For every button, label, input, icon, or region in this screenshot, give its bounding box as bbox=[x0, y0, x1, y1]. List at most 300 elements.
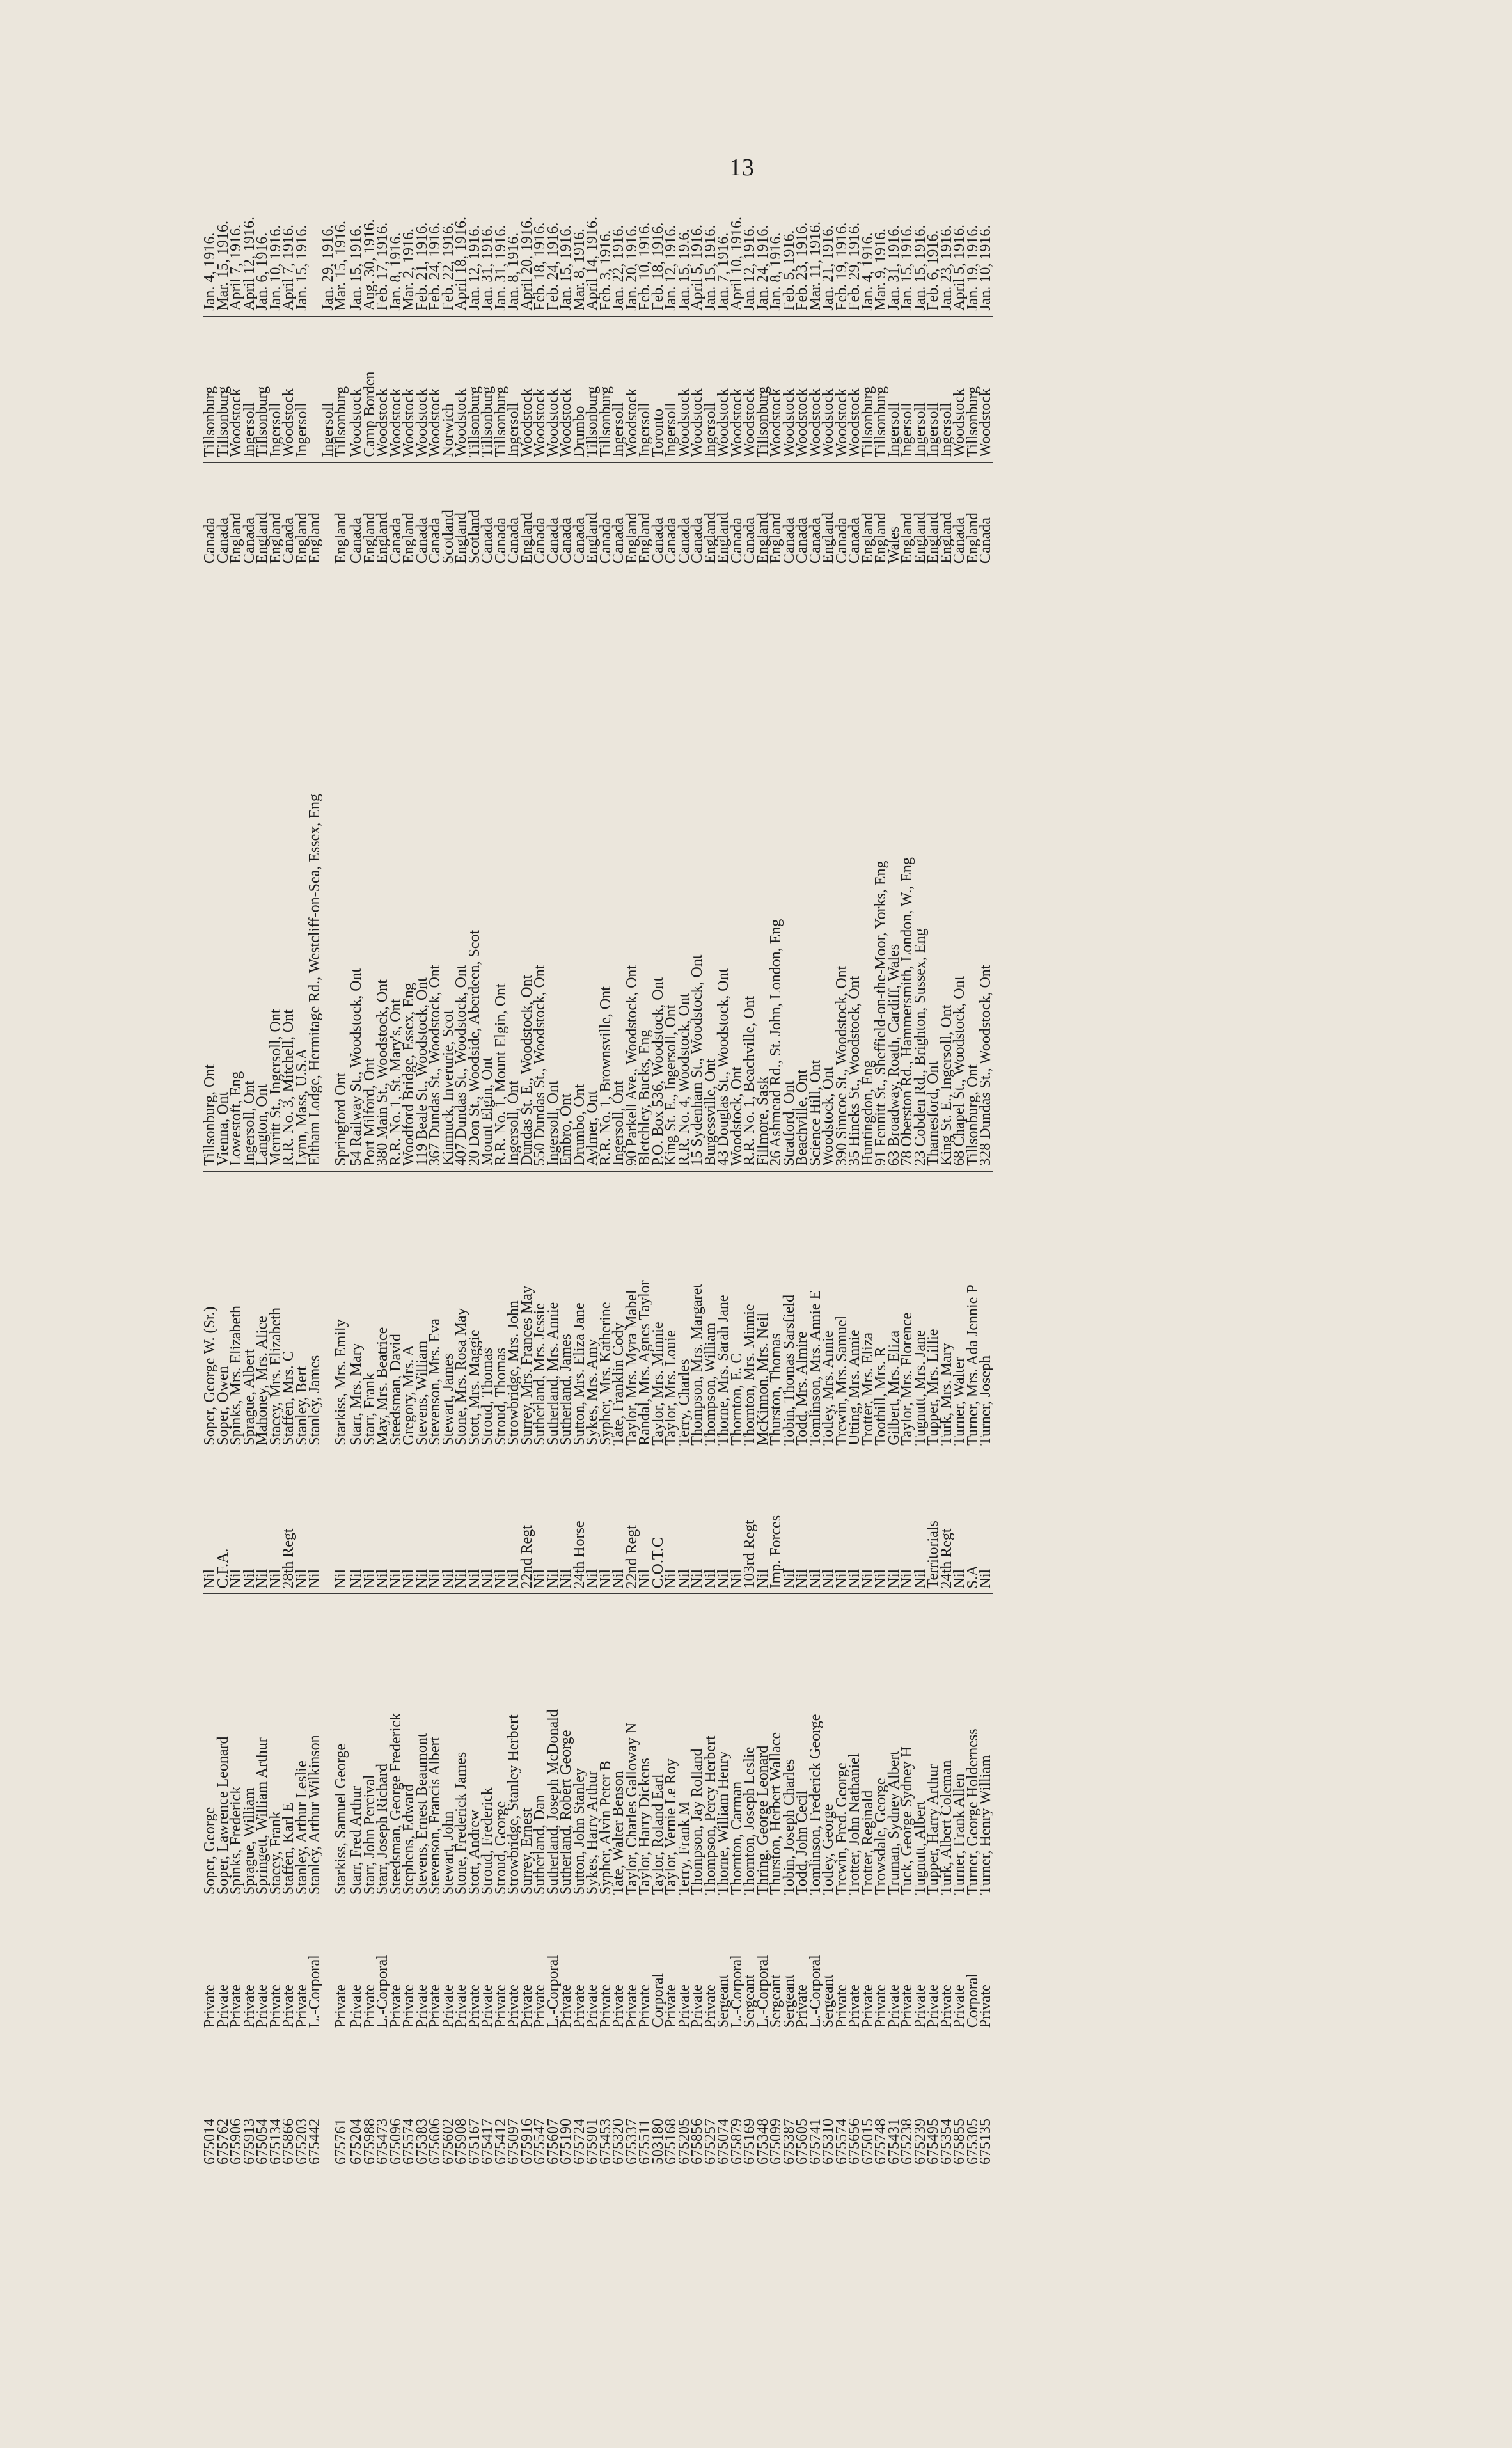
regimental-number: 675337 bbox=[626, 2033, 639, 2170]
enlistment-place: Woodstock bbox=[390, 316, 403, 462]
next-of-kin: Stroud, Thomas bbox=[494, 1171, 508, 1451]
next-of-kin-address: Mount Elgin, Ont bbox=[481, 569, 494, 1172]
birth-country: England bbox=[295, 462, 309, 569]
previous-service: 28th Regt bbox=[282, 1451, 295, 1594]
enlistment-date: Jan. 10, 1916. bbox=[977, 225, 994, 311]
rank: Private bbox=[940, 1900, 954, 2033]
next-of-kin: Stevenson, Mrs. Eva bbox=[429, 1171, 442, 1451]
regimental-number: 675417 bbox=[481, 2033, 494, 2170]
next-of-kin: Gregory, Mrs. A bbox=[402, 1171, 416, 1451]
previous-service: Imp. Forces bbox=[769, 1451, 783, 1594]
enlistment-place: Woodstock bbox=[547, 316, 560, 462]
enlistment-date: April 18, 1916. bbox=[453, 217, 469, 311]
enlistment-place: Woodstock bbox=[822, 316, 835, 462]
enlistment-date: Jan. 8, 1916. bbox=[505, 232, 522, 311]
next-of-kin: Stacey, Mrs. Elizabeth bbox=[269, 1171, 283, 1451]
previous-service: Nil bbox=[730, 1451, 744, 1594]
enlistment-place: Tillsonburg bbox=[862, 316, 875, 462]
enlistment-place: Woodstock bbox=[848, 316, 862, 462]
previous-service: C.O.T.C bbox=[652, 1451, 665, 1594]
rank: Private bbox=[455, 1900, 468, 2033]
birth-country: Canada bbox=[533, 462, 547, 569]
regimental-number: 675906 bbox=[230, 2033, 243, 2170]
birth-country: Canada bbox=[848, 462, 862, 569]
next-of-kin-address: 20 Don St., Woodside, Aberdeen, Scot bbox=[468, 569, 482, 1172]
soldier-name: Stewart, John bbox=[442, 1594, 455, 1900]
next-of-kin-address: R.R. No. 3, Mitchell, Ont bbox=[282, 569, 295, 1172]
next-of-kin-address: 550 Dundas St., Woodstock, Ont bbox=[533, 569, 547, 1172]
previous-service: Nil bbox=[783, 1451, 796, 1594]
birth-country: Scotland bbox=[442, 462, 455, 569]
previous-service: Nil bbox=[507, 1451, 521, 1594]
enlistment-date: Mar. 15, 1916. bbox=[214, 221, 232, 311]
enlistment-place: Ingersoll bbox=[927, 316, 940, 462]
previous-service: Nil bbox=[429, 1451, 442, 1594]
soldier-name: Terry, Frank M bbox=[678, 1594, 691, 1900]
soldier-name: Stanley, Arthur Wilkinson bbox=[308, 1594, 322, 1900]
enlistment-date: Feb. 24, 1916. bbox=[427, 222, 443, 311]
enlistment-date: Jan. 24, 1916. bbox=[754, 225, 771, 311]
previous-service: 22nd Regt bbox=[626, 1451, 639, 1594]
next-of-kin-address: Eltham Lodge, Hermitage Rd., Westcliff-on-Sea, Essex, Eng bbox=[308, 569, 322, 1172]
rank: Private bbox=[953, 1900, 966, 2033]
enlistment-place: Ingersoll bbox=[914, 316, 927, 462]
enlistment-place: Woodstock bbox=[730, 316, 744, 462]
next-of-kin-address: Lynn, Mass, U.S.A bbox=[295, 569, 309, 1172]
next-of-kin-address: Merritt St., Ingersoll, Ont bbox=[269, 569, 283, 1172]
next-of-kin: Sypher, Mrs. Katherine bbox=[599, 1171, 613, 1451]
enlistment-date: Feb. 22, 1916. bbox=[439, 222, 457, 311]
rank: Private bbox=[888, 1900, 901, 2033]
birth-country: Canada bbox=[494, 462, 508, 569]
next-of-kin-address: 15 Sydenham St., Woodstock, Ont bbox=[691, 569, 704, 1172]
rank: Sergeant bbox=[717, 1900, 730, 2033]
soldier-name: Soper, Lawrence Leonard bbox=[217, 1594, 230, 1900]
enlistment-place: Woodstock bbox=[809, 316, 823, 462]
next-of-kin: Stewart, James bbox=[442, 1171, 455, 1451]
next-of-kin-address: Ingersoll, Ont bbox=[243, 569, 256, 1172]
enlistment-date: Feb. 24, 1916. bbox=[544, 222, 562, 311]
rank: Private bbox=[416, 1900, 429, 2033]
regimental-number: 675134 bbox=[269, 2033, 283, 2170]
enlistment-date: Jan. 12, 1916. bbox=[663, 225, 679, 311]
next-of-kin-address: 26 Ashmead Rd., St. John, London, Eng bbox=[769, 569, 783, 1172]
enlistment-place: Woodstock bbox=[783, 316, 796, 462]
enlistment-date: Feb. 19, 1916. bbox=[833, 222, 850, 311]
rank: Private bbox=[256, 1900, 269, 2033]
birth-country: England bbox=[966, 462, 980, 569]
next-of-kin-address: Drumbo, Ont bbox=[573, 569, 587, 1172]
birth-country: England bbox=[269, 462, 283, 569]
regimental-number: 675724 bbox=[573, 2033, 587, 2170]
birth-country: England bbox=[455, 462, 468, 569]
rank: Private bbox=[230, 1900, 243, 2033]
enlistment-place: Woodstock bbox=[402, 316, 416, 462]
previous-service: Nil bbox=[402, 1451, 416, 1594]
soldier-name: Turner, George Holderness bbox=[966, 1594, 980, 1900]
birth-country: Canada bbox=[796, 462, 809, 569]
next-of-kin: McKinnon, Mrs. Neil bbox=[757, 1171, 770, 1451]
regimental-number: 675383 bbox=[416, 2033, 429, 2170]
rank: Sergeant bbox=[783, 1900, 796, 2033]
next-of-kin-address: R.R. No. 1, Beachville, Ont bbox=[743, 569, 757, 1172]
next-of-kin-address: 43 Douglas St., Woodstock, Ont bbox=[717, 569, 730, 1172]
soldier-name: Trowsdale, George bbox=[874, 1594, 888, 1900]
birth-country: Canada bbox=[429, 462, 442, 569]
enlistment-place: Ingersoll bbox=[507, 316, 521, 462]
previous-service: 24th Horse bbox=[573, 1451, 587, 1594]
next-of-kin-address: P.O. Box 536, Woodstock, Ont bbox=[652, 569, 665, 1172]
soldier-name: Stacey, Frank bbox=[269, 1594, 283, 1900]
next-of-kin: Sykes, Mrs. Amy bbox=[586, 1171, 599, 1451]
next-of-kin-address: Tillsonburg, Ont bbox=[966, 569, 980, 1172]
regimental-number: 675855 bbox=[953, 2033, 966, 2170]
rank: Corporal bbox=[652, 1900, 665, 2033]
regimental-number: 675574 bbox=[402, 2033, 416, 2170]
enlistment-place: Woodstock bbox=[533, 316, 547, 462]
enlistment-place: Woodstock bbox=[979, 316, 993, 462]
regimental-number: 675387 bbox=[783, 2033, 796, 2170]
birth-country: England bbox=[638, 462, 652, 569]
enlistment-place: Woodstock bbox=[796, 316, 809, 462]
soldier-name: Turner, Frank Allen bbox=[953, 1594, 966, 1900]
enlistment-date: Feb. 17, 1916. bbox=[374, 222, 391, 311]
previous-service: Nil bbox=[308, 1451, 322, 1594]
birth-country: England bbox=[862, 462, 875, 569]
previous-service: Nil bbox=[691, 1451, 704, 1594]
next-of-kin-address: 54 Railway St., Woodstock, Ont bbox=[350, 569, 363, 1172]
birth-country: England bbox=[256, 462, 269, 569]
soldier-name: Steedsman, George Frederick bbox=[390, 1594, 403, 1900]
previous-service: Nil bbox=[665, 1451, 678, 1594]
records-body bbox=[203, 200, 993, 2170]
previous-service: Nil bbox=[953, 1451, 966, 1594]
enlistment-date: April 5, 1916. bbox=[951, 225, 968, 311]
enlistment-date: Mar. 11, 1916. bbox=[807, 221, 824, 311]
regimental-number: 675761 bbox=[335, 2033, 350, 2170]
enlistment-place: Woodstock bbox=[743, 316, 757, 462]
soldier-name: Thompson, Jay Rolland bbox=[691, 1594, 704, 1900]
soldier-name: Stroud, George bbox=[494, 1594, 508, 1900]
next-of-kin: Spinks, Mrs. Elizabeth bbox=[230, 1171, 243, 1451]
regimental-number: 675238 bbox=[901, 2033, 914, 2170]
birth-country: Canada bbox=[783, 462, 796, 569]
regimental-number: 675096 bbox=[390, 2033, 403, 2170]
previous-service: Nil bbox=[481, 1451, 494, 1594]
previous-service: 103rd Regt bbox=[743, 1451, 757, 1594]
birth-country: Canada bbox=[350, 462, 363, 569]
enlistment-date: Jan. 15, 1916. bbox=[348, 225, 365, 311]
previous-service: Nil bbox=[901, 1451, 914, 1594]
rank: Private bbox=[295, 1900, 309, 2033]
enlistment-date: Mar. 2, 1916. bbox=[400, 228, 417, 311]
next-of-kin-address: Embro, Ont bbox=[560, 569, 573, 1172]
soldier-name: Taylor, Charles Galloway N bbox=[626, 1594, 639, 1900]
enlistment-records-table bbox=[203, 200, 993, 2170]
next-of-kin: Utting, Mrs. Annie bbox=[848, 1171, 862, 1451]
enlistment-place: Tillsonburg bbox=[217, 316, 230, 462]
regimental-number: 675412 bbox=[494, 2033, 508, 2170]
enlistment-date: Feb. 23, 1916. bbox=[794, 222, 810, 311]
regimental-number: 675135 bbox=[979, 2033, 993, 2170]
soldier-name: Thornton, Joseph Leslie bbox=[743, 1594, 757, 1900]
records-rotated-block bbox=[203, 200, 1316, 2170]
regimental-number: 503180 bbox=[652, 2033, 665, 2170]
next-of-kin: Stanley, Bert bbox=[295, 1171, 309, 1451]
rank: Private bbox=[521, 1900, 534, 2033]
rank: Private bbox=[468, 1900, 482, 2033]
rank: Private bbox=[979, 1900, 993, 2033]
enlistment-place: Woodstock bbox=[416, 316, 429, 462]
birth-country: Canada bbox=[203, 462, 217, 569]
enlistment-place: Drumbo bbox=[573, 316, 587, 462]
rank: Private bbox=[282, 1900, 295, 2033]
enlistment-date: April 10, 1916. bbox=[728, 217, 745, 311]
rank: Private bbox=[835, 1900, 849, 2033]
next-of-kin-address: 367 Dundas St., Woodstock, Ont bbox=[429, 569, 442, 1172]
enlistment-place: Woodstock bbox=[835, 316, 849, 462]
rank: Private bbox=[665, 1900, 678, 2033]
soldier-name: Sutherland, Joseph McDonald bbox=[547, 1594, 560, 1900]
rank: L.-Corporal bbox=[376, 1900, 390, 2033]
enlistment-place: Tillsonburg bbox=[599, 316, 613, 462]
next-of-kin-address: R.R. No. 4, Woodstock, Ont bbox=[678, 569, 691, 1172]
enlistment-place: Ingersoll bbox=[612, 316, 626, 462]
next-of-kin: Stanley, James bbox=[308, 1171, 322, 1451]
next-of-kin: Stevens, William bbox=[416, 1171, 429, 1451]
previous-service: Nil bbox=[335, 1451, 350, 1594]
regimental-number: 675495 bbox=[927, 2033, 940, 2170]
enlistment-place: Woodstock bbox=[429, 316, 442, 462]
rank: Private bbox=[573, 1900, 587, 2033]
previous-service: Nil bbox=[533, 1451, 547, 1594]
rank: Private bbox=[599, 1900, 613, 2033]
next-of-kin: Soper, George W. (Sr.) bbox=[203, 1171, 217, 1451]
regimental-number: 675190 bbox=[560, 2033, 573, 2170]
regimental-number: 675348 bbox=[757, 2033, 770, 2170]
next-of-kin-address: Beachville, Ont bbox=[796, 569, 809, 1172]
next-of-kin-address: Burgessville, Ont bbox=[704, 569, 718, 1172]
regimental-number: 675908 bbox=[455, 2033, 468, 2170]
previous-service: Nil bbox=[468, 1451, 482, 1594]
next-of-kin: Stroud, Thomas bbox=[481, 1171, 494, 1451]
regimental-number: 675257 bbox=[704, 2033, 718, 2170]
previous-service: Nil bbox=[350, 1451, 363, 1594]
rank: L.-Corporal bbox=[730, 1900, 744, 2033]
birth-country: England bbox=[914, 462, 927, 569]
next-of-kin: Sutherland, James bbox=[560, 1171, 573, 1451]
enlistment-date: Mar. 8, 1916. bbox=[571, 228, 588, 311]
enlistment-place: Ingersoll bbox=[888, 316, 901, 462]
rank: Private bbox=[494, 1900, 508, 2033]
rank: Private bbox=[862, 1900, 875, 2033]
regimental-number: 675168 bbox=[665, 2033, 678, 2170]
previous-service: Nil bbox=[203, 1451, 217, 1594]
next-of-kin-address: 119 Beale St., Woodstock, Ont bbox=[416, 569, 429, 1172]
enlistment-date: Jan. 4, 1916. bbox=[859, 232, 876, 311]
next-of-kin: Surrey, Mrs. Frances May bbox=[521, 1171, 534, 1451]
rank: Private bbox=[481, 1900, 494, 2033]
enlistment-place: Woodstock bbox=[691, 316, 704, 462]
next-of-kin-address: Langton, Ont bbox=[256, 569, 269, 1172]
regimental-number: 675239 bbox=[914, 2033, 927, 2170]
regimental-number: 675748 bbox=[874, 2033, 888, 2170]
enlistment-place: Woodstock bbox=[455, 316, 468, 462]
previous-service: Nil bbox=[638, 1451, 652, 1594]
next-of-kin: Taylor, Mrs. Louie bbox=[665, 1171, 678, 1451]
soldier-name: Spinks, Frederick bbox=[230, 1594, 243, 1900]
enlistment-date: April 14, 1916. bbox=[584, 217, 601, 311]
next-of-kin-address: 91 Fennitt St., Sheffield-on-the-Moor, Yorks, Eng bbox=[874, 569, 888, 1172]
birth-country: England bbox=[822, 462, 835, 569]
rank: Private bbox=[796, 1900, 809, 2033]
next-of-kin: Turk, Mrs. Mary bbox=[940, 1171, 954, 1451]
enlistment-place: Tillsonburg bbox=[874, 316, 888, 462]
next-of-kin-address: Science Hill, Ont bbox=[809, 569, 823, 1172]
enlistment-date: April 7, 1916. bbox=[228, 225, 244, 311]
regimental-number: 675602 bbox=[442, 2033, 455, 2170]
enlistment-date: Jan. 15, 1916. bbox=[558, 225, 574, 311]
regimental-number: 675473 bbox=[376, 2033, 390, 2170]
enlistment-place: Ingersoll bbox=[901, 316, 914, 462]
next-of-kin-address: Fillmore, Sask bbox=[757, 569, 770, 1172]
enlistment-date: April 12, 1916. bbox=[240, 217, 258, 311]
next-of-kin-address: Ingersoll, Ont bbox=[547, 569, 560, 1172]
next-of-kin: Stott, Mrs. Maggie bbox=[468, 1171, 482, 1451]
soldier-name: Sprague, William bbox=[243, 1594, 256, 1900]
regimental-number: 675547 bbox=[533, 2033, 547, 2170]
birth-country: England bbox=[940, 462, 954, 569]
birth-country: Canada bbox=[390, 462, 403, 569]
enlistment-date: Feb. 18, 1916. bbox=[649, 222, 666, 311]
rank: Private bbox=[901, 1900, 914, 2033]
regimental-number: 675879 bbox=[730, 2033, 744, 2170]
birth-country: England bbox=[874, 462, 888, 569]
soldier-name: Turner, Henry William bbox=[979, 1594, 993, 1900]
next-of-kin-address: Thamesford, Ont bbox=[927, 569, 940, 1172]
enlistment-place: Woodstock bbox=[521, 316, 534, 462]
next-of-kin-address: Huntingdon, Eng bbox=[862, 569, 875, 1172]
next-of-kin-address: Woodford Bridge, Essex, Eng bbox=[402, 569, 416, 1172]
regimental-number: 675167 bbox=[468, 2033, 482, 2170]
previous-service: Nil bbox=[888, 1451, 901, 1594]
enlistment-place: Tillsonburg bbox=[335, 316, 350, 462]
enlistment-place: Ingersoll bbox=[295, 316, 309, 462]
soldier-name: Tomlinson, Frederick George bbox=[809, 1594, 823, 1900]
soldier-name: Taylor, Harry Dickens bbox=[638, 1594, 652, 1900]
previous-service: Nil bbox=[612, 1451, 626, 1594]
rank: Private bbox=[626, 1900, 639, 2033]
previous-service: Nil bbox=[862, 1451, 875, 1594]
next-of-kin: Starr, Mrs. Mary bbox=[350, 1171, 363, 1451]
rank: Private bbox=[638, 1900, 652, 2033]
soldier-name: Starr, Joseph Richard bbox=[376, 1594, 390, 1900]
enlistment-date: Jan. 31, 1916. bbox=[479, 225, 496, 311]
previous-service: Nil bbox=[914, 1451, 927, 1594]
regimental-number: 675015 bbox=[862, 2033, 875, 2170]
birth-country: Wales bbox=[888, 462, 901, 569]
birth-country: Canada bbox=[547, 462, 560, 569]
birth-country: England bbox=[717, 462, 730, 569]
next-of-kin-address: R.R. No. 1, Mount Elgin, Ont bbox=[494, 569, 508, 1172]
enlistment-place: Ingersoll bbox=[940, 316, 954, 462]
next-of-kin-address: 35 Hincks St., Woodstock, Ont bbox=[848, 569, 862, 1172]
previous-service: Nil bbox=[560, 1451, 573, 1594]
next-of-kin-address: Kinmuck, Inverurie, Scot bbox=[442, 569, 455, 1172]
enlistment-place: Woodstock bbox=[282, 316, 295, 462]
soldier-name: Stephens, Edward bbox=[402, 1594, 416, 1900]
soldier-name: Sypher, Alvin Peter B bbox=[599, 1594, 613, 1900]
birth-country: Canada bbox=[809, 462, 823, 569]
enlistment-date: Jan. 15, 1916. bbox=[899, 225, 915, 311]
enlistment-date: Mar. 9, 1916. bbox=[872, 228, 889, 311]
soldier-name: Trotter, John Nathaniel bbox=[848, 1594, 862, 1900]
rank: L.-Corporal bbox=[757, 1900, 770, 2033]
next-of-kin: Taylor, Mrs. Minnie bbox=[652, 1171, 665, 1451]
previous-service: Nil bbox=[376, 1451, 390, 1594]
next-of-kin: Soper, Owen bbox=[217, 1171, 230, 1451]
soldier-name: Stott, Andrew bbox=[468, 1594, 482, 1900]
next-of-kin: Thornton, Mrs. Minnie bbox=[743, 1171, 757, 1451]
soldier-name: Taylor, Vernie Le Roy bbox=[665, 1594, 678, 1900]
regimental-number: 675442 bbox=[308, 2033, 322, 2170]
next-of-kin: Sprague, Albert bbox=[243, 1171, 256, 1451]
next-of-kin: Tate, Franklin Cody bbox=[612, 1171, 626, 1451]
soldier-name: Taylor, Roland Earl bbox=[652, 1594, 665, 1900]
next-of-kin: Thompson, Mrs. Margaret bbox=[691, 1171, 704, 1451]
rank: Private bbox=[269, 1900, 283, 2033]
birth-country: Canada bbox=[652, 462, 665, 569]
next-of-kin: Sutherland, Mrs. Jessie bbox=[533, 1171, 547, 1451]
birth-country: Canada bbox=[691, 462, 704, 569]
enlistment-place: Woodstock bbox=[717, 316, 730, 462]
enlistment-place: Woodstock bbox=[678, 316, 691, 462]
previous-service: Nil bbox=[874, 1451, 888, 1594]
rank: Private bbox=[678, 1900, 691, 2033]
enlistment-place: Tillsonburg bbox=[966, 316, 980, 462]
soldier-name: Todd, John Cecil bbox=[796, 1594, 809, 1900]
rank: Private bbox=[390, 1900, 403, 2033]
next-of-kin: Randal, Mrs. Agnes Taylor bbox=[638, 1171, 652, 1451]
regimental-number: 675099 bbox=[769, 2033, 783, 2170]
rank: Private bbox=[927, 1900, 940, 2033]
regimental-number: 675605 bbox=[796, 2033, 809, 2170]
next-of-kin: Sutherland, Mrs. Annie bbox=[547, 1171, 560, 1451]
previous-service: S.A bbox=[966, 1451, 980, 1594]
record-row bbox=[308, 200, 322, 2170]
previous-service: Nil bbox=[809, 1451, 823, 1594]
next-of-kin: Starkiss, Mrs. Emily bbox=[335, 1171, 350, 1451]
enlistment-date: Feb. 5, 1916. bbox=[780, 230, 798, 311]
birth-country: Canada bbox=[743, 462, 757, 569]
birth-country: Canada bbox=[612, 462, 626, 569]
next-of-kin: Taylor, Mrs. Myra Mabel bbox=[626, 1171, 639, 1451]
enlistment-date: Jan. 7, 1916. bbox=[715, 232, 732, 311]
previous-service: Nil bbox=[363, 1451, 377, 1594]
soldier-name: Thring, George Leonard bbox=[757, 1594, 770, 1900]
soldier-name: Thornton, Carman bbox=[730, 1594, 744, 1900]
next-of-kin: Thompson, William bbox=[704, 1171, 718, 1451]
rank: Private bbox=[203, 1900, 217, 2033]
next-of-kin-address: Port Milford, Ont bbox=[363, 569, 377, 1172]
enlistment-date: Jan. 31, 1916. bbox=[492, 225, 509, 311]
next-of-kin-address: R.R. No. 1, St. Mary's, Ont bbox=[390, 569, 403, 1172]
enlistment-date: Feb. 6, 1916. bbox=[925, 230, 941, 311]
enlistment-place: Toronto bbox=[652, 316, 665, 462]
next-of-kin: Staffen, Mrs. C bbox=[282, 1171, 295, 1451]
birth-country: England bbox=[757, 462, 770, 569]
soldier-name: Totley, George bbox=[822, 1594, 835, 1900]
